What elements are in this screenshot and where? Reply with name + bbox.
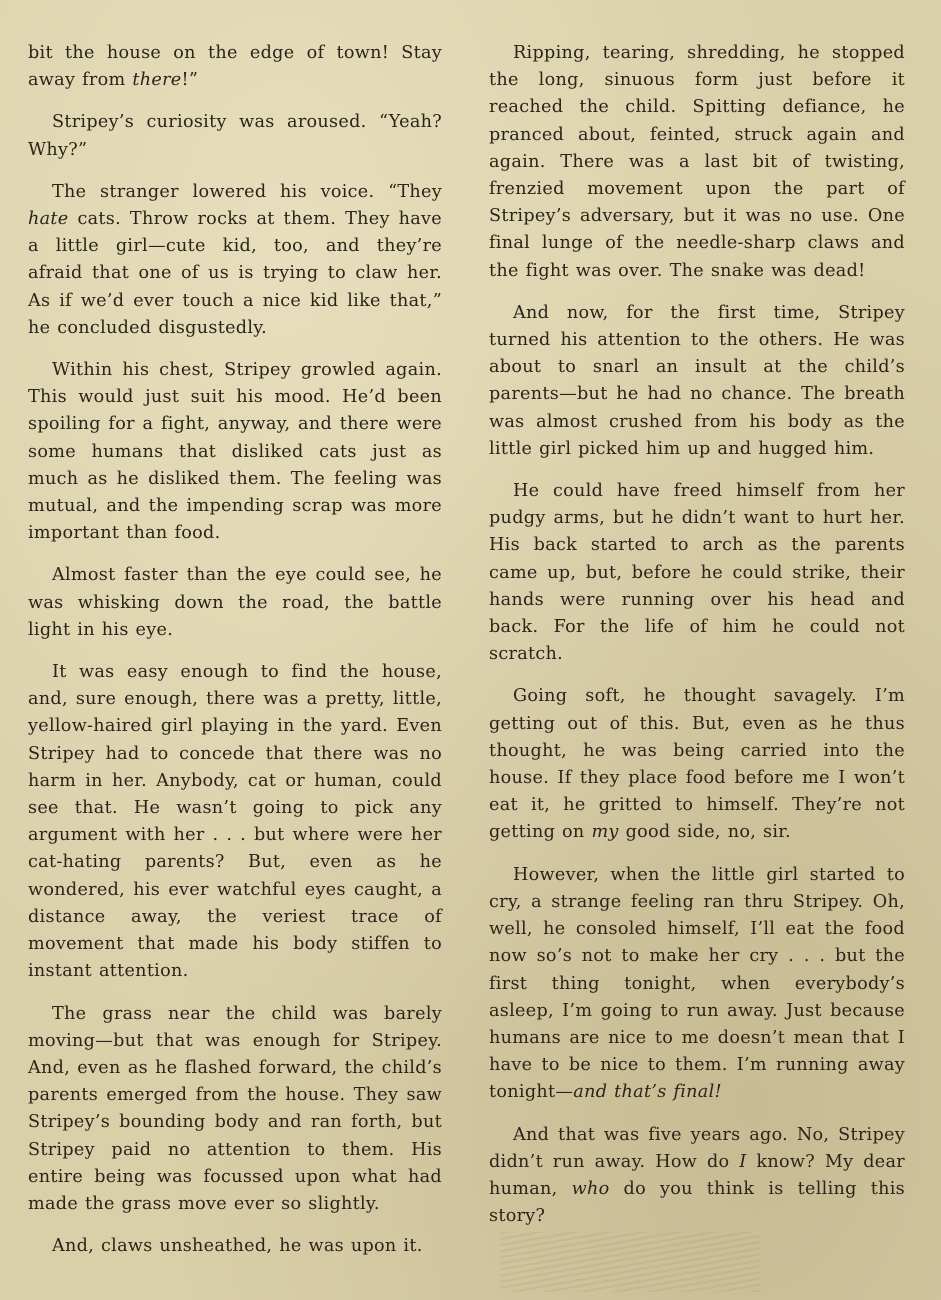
right-column	[489, 40, 905, 1245]
paragraph: And that was five years ago. No, Stripey didn’t run away. How do I know? My dear human, who do you think is telling this story?	[489, 1124, 905, 1227]
paragraph: bit the house on the edge of town! Stay away from there!”	[28, 43, 442, 91]
paragraph: Within his chest, Stripey growled again. This would just suit his mood. He’d been spoiling for a fight, anyway, and there were some humans that disliked cats just as much as he disliked them. The feeling was mutual, and the impending scrap was more important than food.	[28, 360, 442, 544]
paragraph: He could have freed himself from her pudgy arms, but he didn’t want to hurt her. His back started to arch as the parents came up, but, before he could strike, their hands were running over his head and back. For the life of him he could not scratch.	[489, 481, 905, 665]
paragraph: The grass near the child was barely moving—but that was enough for Stripey. And, even as he flashed forward, the child’s parents emerged from the house. They saw Stripey’s bounding body and ran forth, but Stripey paid no attention to them. His entire being was focussed upon what had made the grass move ever so slightly.	[28, 1003, 442, 1214]
paragraph: However, when the little girl started to cry, a strange feeling ran thru Stripey. Oh, well, he consoled himself, I’ll eat the food now so’s not to make her cry . . . but the first thing tonight, when everybody’s asleep, I’m going to run away. Just because humans are nice to me doesn’t mean that I have to be nice to them. I’m running away tonight—and that’s final!	[489, 864, 905, 1103]
paragraph: Stripey’s curiosity was aroused. “Yeah? Why?”	[28, 112, 442, 160]
paragraph: And now, for the first time, Stripey turned his attention to the others. He was about to snarl an insult at the child’s parents—but he had no chance. The breath was almost crushed from his body as the little girl picked him up and hugged him.	[489, 302, 905, 459]
paragraph: The stranger lowered his voice. “They hate cats. Throw rocks at them. They have a little girl—cute kid, too, and they’re afraid that one of us is trying to claw her. As if we’d ever touch a nice kid like that,” he concluded disgustedly.	[28, 181, 442, 338]
paragraph: Going soft, he thought savagely. I’m getting out of this. But, even as he thus thought, he was being carried into the house. If they place food before me I won’t eat it, he gritted to himself. They’re not getting on my good side, no, sir.	[489, 686, 905, 843]
print-smudge	[500, 1232, 760, 1292]
paragraph: Almost faster than the eye could see, he was whisking down the road, the battle light in his eye.	[28, 565, 442, 640]
paragraph: Ripping, tearing, shredding, he stopped the long, sinuous form just before it reached the child. Spitting defiance, he pranced about, feinted, struck again and again. There was a last bit of twisting, frenzied movement upon the part of Stripey’s adversary, but it was no use. One final lunge of the needle-sharp claws and the fight was over. The snake was dead!	[489, 43, 905, 281]
paragraph: And, claws unsheathed, he was upon it.	[52, 1236, 423, 1257]
left-column	[28, 40, 442, 1275]
paragraph: It was easy enough to find the house, and, sure enough, there was a pretty, little, yellow-haired girl playing in the yard. Even Stripey had to concede that there was no harm in her. Anybody, cat or human, could see that. He wasn’t going to pick any argument with her . . . but where were her cat-hating parents? But, even as he wondered, his ever watchful eyes caught, a distance away, the veriest trace of movement that made his body stiffen to instant attention.	[28, 662, 442, 982]
